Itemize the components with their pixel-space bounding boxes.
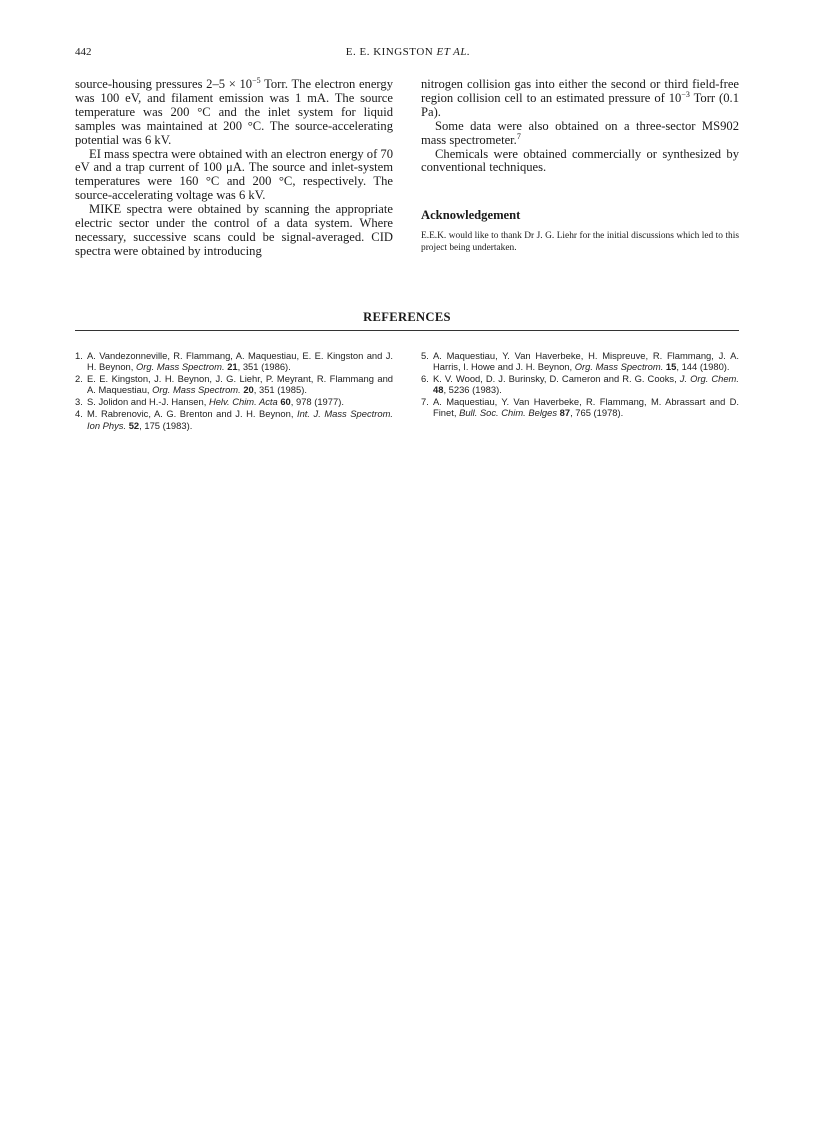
reference-item <box>75 373 393 395</box>
reference-volume: 60 <box>280 396 291 408</box>
reference-journal: Int. J. Mass Spectrom. Ion Phys. <box>87 408 393 431</box>
reference-authors: A. Vandezonneville, R. Flammang, A. Maquestiau, E. E. Kingston and J. H. Beynon, <box>87 350 393 373</box>
paragraph: Some data were also obtained on a three-sector MS902 mass spectrometer.$^7$ <box>421 118 739 147</box>
references-heading: REFERENCES <box>363 310 451 324</box>
reference-authors: E. E. Kingston, J. H. Beynon, J. G. Liehr, P. Meyrant, R. Flammang and A. Maquestiau, <box>87 373 393 396</box>
paragraph: MIKE spectra were obtained by scanning the appropriate electric sector under the control of a data system. Where necessary, successive scans could be signal-averaged. CID spectra were obtained by introducing <box>75 202 393 258</box>
reference-number: 6. <box>421 373 429 385</box>
reference-pages-year: , 765 (1978). <box>570 407 624 419</box>
paragraph: EI mass spectra were obtained with an electron energy of 70 eV and a trap current of 100 μA. The source and inlet-system temperatures were 160 °C and 200 °C, respectively. The source-accelerating voltage was 6 kV. <box>75 146 394 203</box>
reference-number: 5. <box>421 350 429 361</box>
references-right-column <box>421 350 739 420</box>
reference-pages-year: , 978 (1977). <box>290 396 344 408</box>
reference-pages-year: , 5236 (1983). <box>443 384 502 396</box>
reference-journal: Bull. Soc. Chim. Belges <box>459 407 558 419</box>
acknowledgement-heading: Acknowledgement <box>421 208 521 223</box>
reference-journal: J. Org. Chem. <box>679 373 739 385</box>
reference-volume: 87 <box>559 407 571 419</box>
reference-authors: A. Maquestiau, Y. Van Haverbeke, H. Mispreuve, R. Flammang, J. A. Harris, I. Howe and J. H. Beynon, <box>433 350 739 373</box>
references-rule <box>75 330 739 331</box>
reference-item <box>75 408 393 430</box>
reference-volume: 15 <box>665 361 677 373</box>
reference-pages-year: , 351 (1985). <box>253 384 307 396</box>
reference-number: 1. <box>75 350 83 361</box>
references-left-column <box>75 350 393 432</box>
reference-journal: Org. Mass Spectrom. <box>152 384 241 396</box>
page-number: 442 <box>75 46 92 58</box>
reference-volume: 20 <box>243 384 254 396</box>
reference-authors: S. Jolidon and H.-J. Hansen, <box>87 396 209 408</box>
reference-volume: 48 <box>433 384 444 396</box>
reference-item <box>421 373 739 395</box>
reference-journal: Helv. Chim. Acta <box>208 396 278 408</box>
body-right-column <box>421 78 739 254</box>
reference-journal: Org. Mass Spectrom. <box>574 361 664 373</box>
reference-number: 7. <box>421 396 429 408</box>
reference-number: 4. <box>75 408 83 420</box>
reference-pages-year: , 175 (1983). <box>139 419 193 431</box>
reference-journal: Org. Mass Spectrom. <box>136 361 225 373</box>
reference-pages-year: , 351 (1986). <box>237 361 291 373</box>
reference-item <box>75 350 393 372</box>
reference-number: 3. <box>75 396 83 408</box>
reference-item <box>75 396 393 407</box>
reference-authors: A. Maquestiau, Y. Van Haverbeke, R. Flammang, M. Abrassart and D. Finet, <box>433 396 739 419</box>
reference-volume: 52 <box>128 419 140 431</box>
running-head: E. E. KINGSTON ET AL. <box>345 46 471 58</box>
body-left-column <box>75 75 394 259</box>
paragraph: nitrogen collision gas into either the second or third field-free region collision cell to an estimated pressure of $10^{-3}$ Torr (0.1 Pa). <box>421 77 739 119</box>
reference-volume: 21 <box>227 361 238 373</box>
reference-item <box>421 350 739 372</box>
reference-number: 2. <box>75 373 83 385</box>
reference-authors: M. Rabrenovic, A. G. Brenton and J. H. Beynon, <box>87 408 297 420</box>
acknowledgement-text: E.E.K. would like to thank Dr J. G. Liehr for the initial discussions which led to this project being undertaken. <box>421 231 739 253</box>
reference-item <box>421 396 739 418</box>
paragraph: source-housing pressures $2-5 \times 10^{-5}$ Torr. The electron energy was 100 eV, and filament emission was 1 mA. The source temperature was 200 °C and the inlet system for liquid samples was maintained at 200 °C. The source-accelerating potential was 6 kV. <box>75 75 393 147</box>
reference-authors: K. V. Wood, D. J. Burinsky, D. Cameron and R. G. Cooks, <box>433 373 680 385</box>
paragraph: Chemicals were obtained commercially or synthesized by conventional techniques. <box>421 146 739 175</box>
reference-pages-year: , 144 (1980). <box>676 361 730 373</box>
